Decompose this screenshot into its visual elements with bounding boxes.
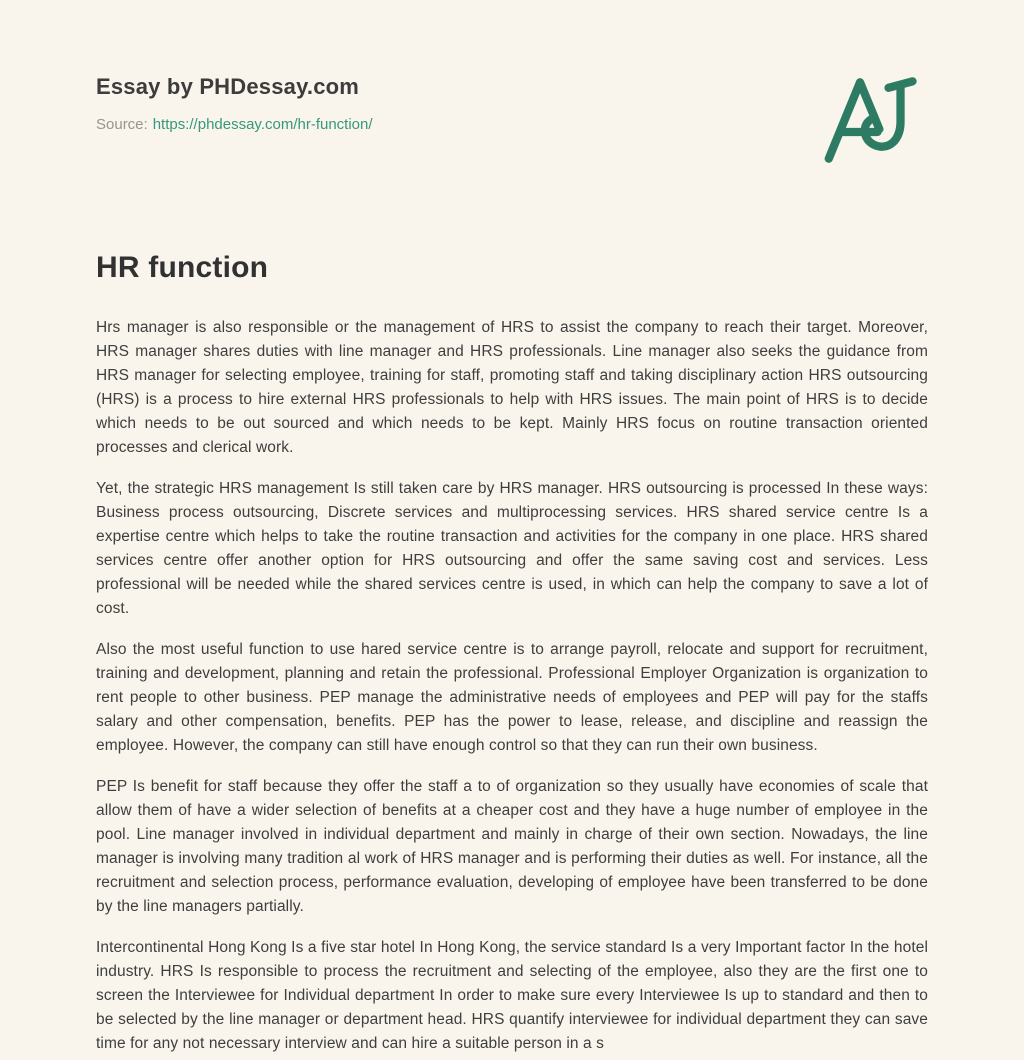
essay-title: HR function <box>96 251 269 284</box>
essay-paragraph: Also the most useful function to use hared service centre is to arrange payroll, relocate and support for recruitment, training and development, planning and retain the professional. Professional Employer Organization is organization to rent people to other business. PEP manage the administrative needs of employees and PEP will pay for the staffs salary and other compensation, benefits. PEP has the power to lease, release, and discipline and reassign the employee. However, the company can still have enough control so that they can run their own business. <box>96 641 928 754</box>
header-text-block <box>96 74 373 133</box>
brand-title: Essay by PHDessay.com <box>96 74 360 99</box>
page-header <box>96 74 928 166</box>
source-line <box>96 116 373 133</box>
essay-paragraph: Intercontinental Hong Kong Is a five star hotel In Hong Kong, the service standard Is a very Important factor In the hotel industry. HRS Is responsible to process the recruitment and selecting of the employee, also they are the first one to screen the Interviewee for Individual department In order to make sure every Interviewee Is up to standard and then to be selected by the line manager or department head. HRS quantify interviewee for individual department they can save time for any not necessary interview and can hire a suitable person in a s <box>96 939 928 1052</box>
essay-paragraph: Hrs manager is also responsible or the management of HRS to assist the company to reach their target. Moreover, HRS manager shares duties with line manager and HRS professionals. Line manager also seeks the guidance from HRS manager for selecting employee, training for staff, promoting staff and taking disciplinary action HRS outsourcing (HRS) is a process to hire external HRS professionals to help with HRS issues. The main point of HRS is to decide which needs to be out sourced and which needs to be kept. Mainly HRS focus on routine transaction oriented processes and clerical work. <box>96 319 928 456</box>
essay-paragraph: Yet, the strategic HRS management Is still taken care by HRS manager. HRS outsourcing is processed In these ways: Business process outsourcing, Discrete services and multiprocessing services. HRS shared service centre Is a expertise centre which helps to take the routine transaction and activities for the company in one place. HRS shared services centre offer another option for HRS outsourcing and offer the same saving cost and services. Less professional will be needed while the shared services centre is used, in which can help the company to save a lot of cost. <box>96 480 928 617</box>
source-label: Source: <box>96 116 148 133</box>
phdessay-logo-icon <box>816 74 928 166</box>
essay-paragraph: PEP Is benefit for staff because they offer the staff a to of organization so they usually have economies of scale that allow them of have a wider selection of benefits at a cheaper cost and they have a huge number of employee in the pool. Line manager involved in individual department and mainly in charge of their own section. Nowadays, the line manager is involving many tradition al work of HRS manager and is performing their duties as well. For instance, all the recruitment and selection process, performance evaluation, developing of employee have been transferred to be done by the line managers partially. <box>96 778 928 915</box>
page-content <box>96 0 928 1056</box>
essay-body <box>96 316 928 1056</box>
source-link[interactable]: https://phdessay.com/hr-function/ <box>152 116 373 133</box>
